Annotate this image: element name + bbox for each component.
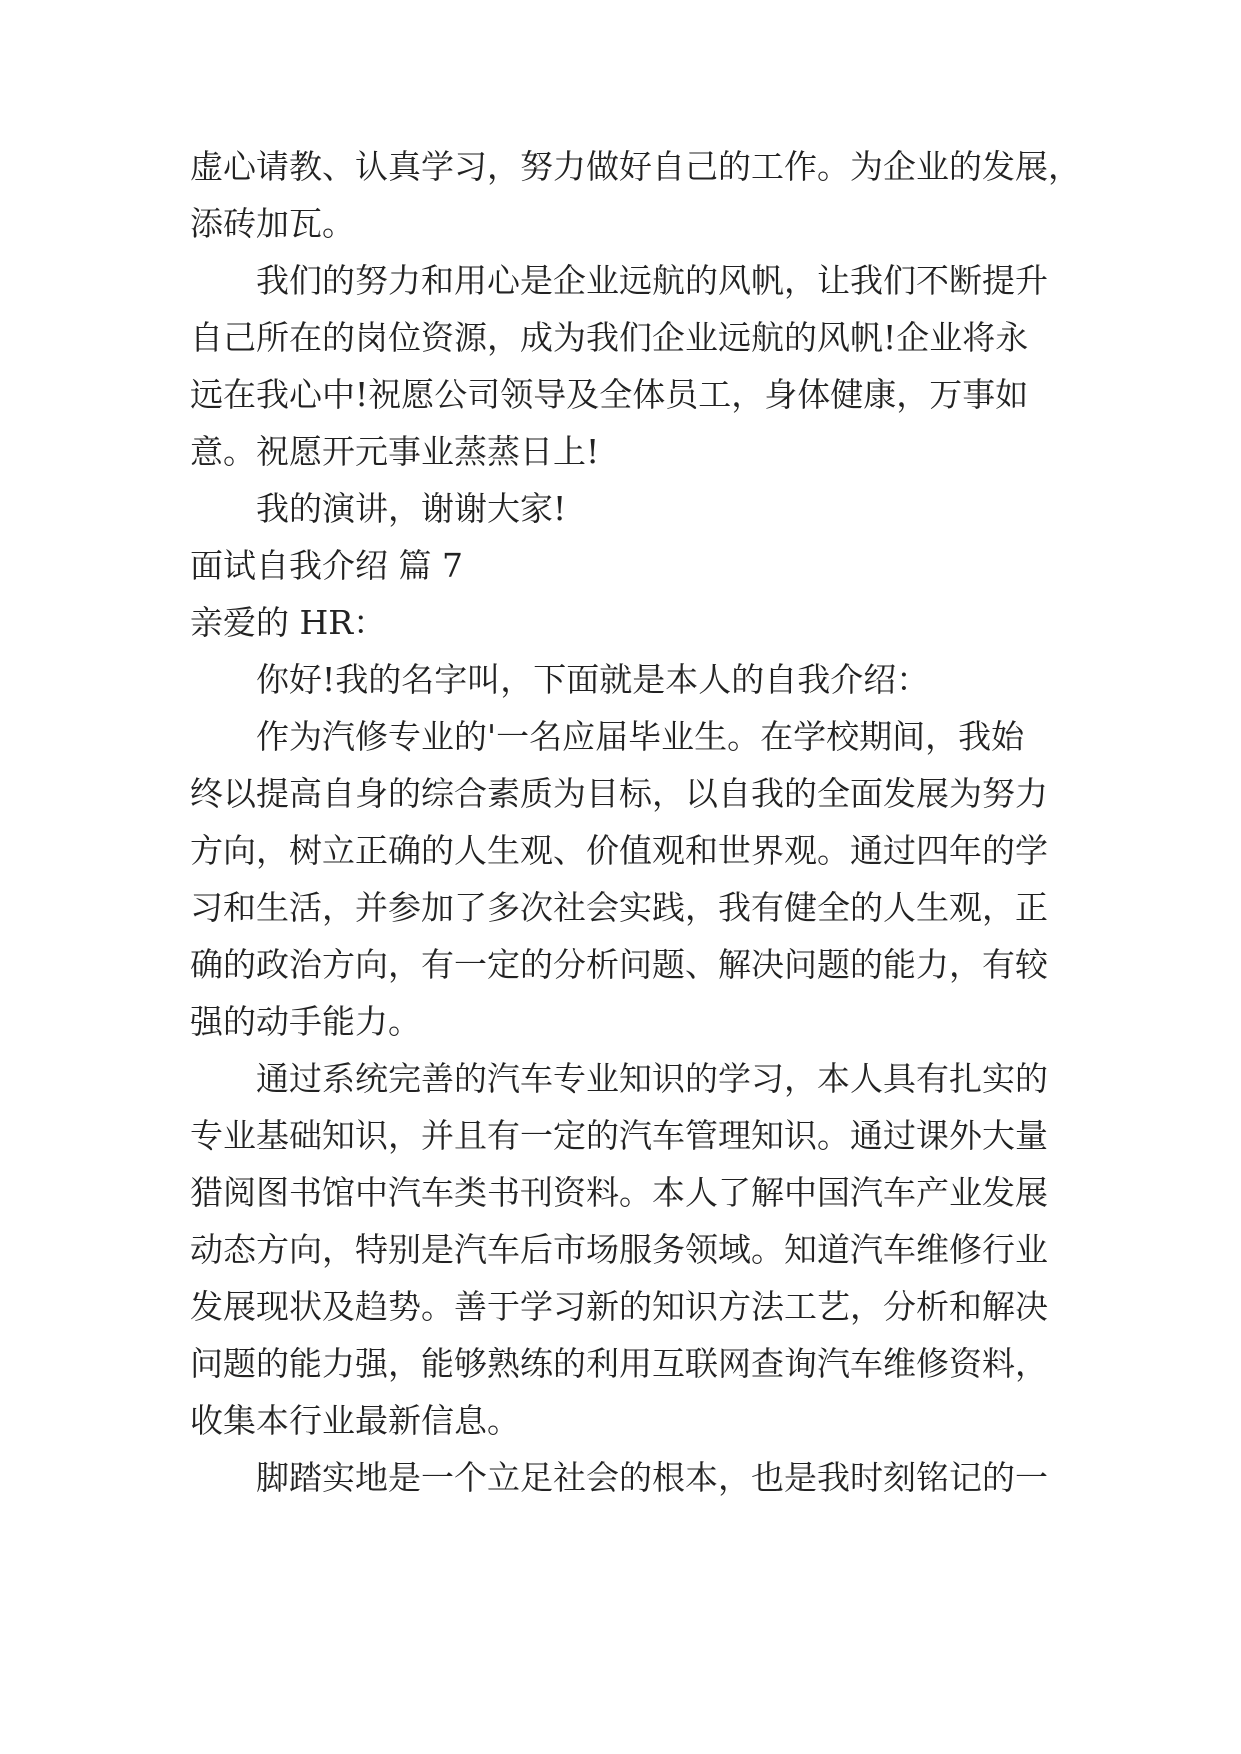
text-line: 问题的能力强，能够熟练的利用互联网查询汽车维修资料，	[190, 1344, 1048, 1383]
text-line: 方向，树立正确的人生观、价值观和世界观。通过四年的学	[190, 831, 1048, 870]
text-line: 自己所在的岗位资源，成为我们企业远航的风帆!企业将永	[190, 318, 1029, 357]
text-line: 确的政治方向，有一定的分析问题、解决问题的能力，有较	[190, 945, 1048, 984]
text-line: 收集本行业最新信息。	[190, 1401, 520, 1440]
salutation: 亲爱的 HR：	[190, 603, 387, 642]
text-line: 远在我心中!祝愿公司领导及全体员工，身体健康，万事如	[190, 375, 1029, 414]
text-line: 作为汽修专业的'一名应届毕业生。在学校期间，我始	[256, 717, 1025, 756]
section-heading: 面试自我介绍 篇 7	[190, 546, 463, 585]
text-line: 终以提高自身的综合素质为目标，以自我的全面发展为努力	[190, 774, 1048, 813]
text-line: 猎阅图书馆中汽车类书刊资料。本人了解中国汽车产业发展	[190, 1173, 1048, 1212]
text-line: 添砖加瓦。	[190, 204, 355, 243]
text-line: 发展现状及趋势。善于学习新的知识方法工艺，分析和解决	[190, 1287, 1048, 1326]
text-line: 强的动手能力。	[190, 1002, 421, 1041]
text-line: 脚踏实地是一个立足社会的根本，也是我时刻铭记的一	[256, 1458, 1048, 1497]
text-line: 虚心请教、认真学习，努力做好自己的工作。为企业的发展，	[190, 147, 1081, 186]
text-line: 通过系统完善的汽车专业知识的学习，本人具有扎实的	[256, 1059, 1048, 1098]
text-line: 习和生活，并参加了多次社会实践，我有健全的人生观，正	[190, 888, 1048, 927]
text-line: 意。祝愿开元事业蒸蒸日上!	[190, 432, 600, 471]
text-line: 你好!我的名字叫，下面就是本人的自我介绍：	[256, 660, 930, 699]
text-line: 我们的努力和用心是企业远航的风帆，让我们不断提升	[256, 261, 1048, 300]
text-line: 专业基础知识，并且有一定的汽车管理知识。通过课外大量	[190, 1116, 1048, 1155]
text-line: 动态方向，特别是汽车后市场服务领域。知道汽车维修行业	[190, 1230, 1048, 1269]
text-line: 我的演讲，谢谢大家!	[256, 489, 567, 528]
